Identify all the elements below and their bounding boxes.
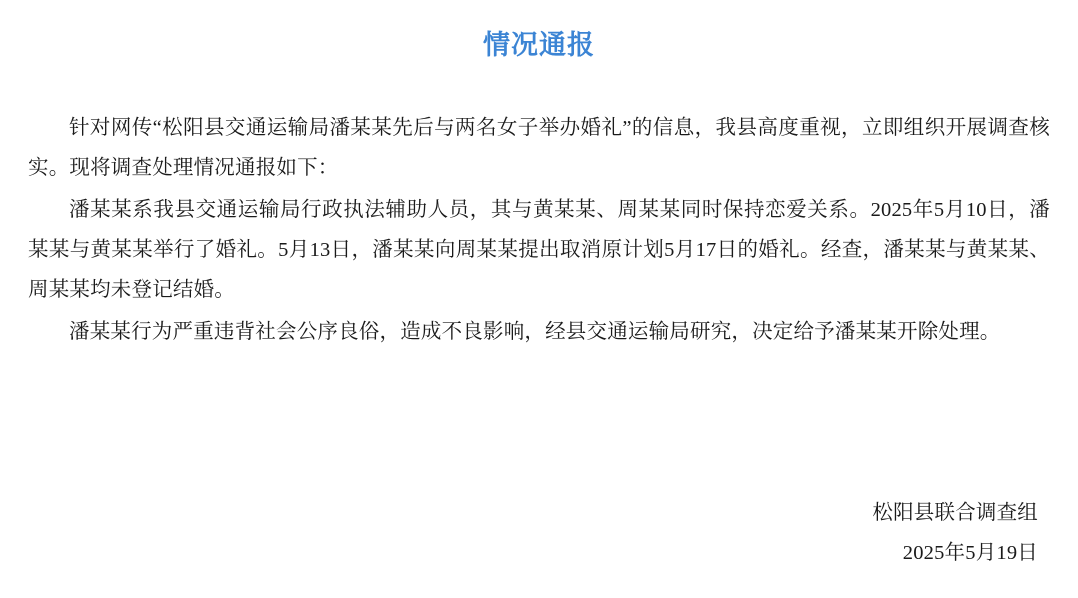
signature-issuer: 松阳县联合调查组 [872, 502, 1038, 525]
paragraph: 潘某某系我县交通运输局行政执法辅助人员，其与黄某某、周某某同时保持恋爱关系。2025年5月10日，潘某某与黄某某举行了婚礼。5月13日，潘某某向周某某提出取消原计划5月17日的婚礼。经查，潘某某与黄某某、周某某均未登记结婚。 [28, 199, 1050, 301]
signature-date: 2025年5月19日 [902, 542, 1038, 565]
paragraph: 潘某某行为严重违背社会公序良俗，造成不良影响，经县交通运输局研究，决定给予潘某某开除处理。 [69, 320, 1001, 343]
signature-block [872, 494, 1038, 574]
paragraph: 针对网传“松阳县交通运输局潘某某先后与两名女子举办婚礼”的信息，我县高度重视，立即组织开展调查核实。现将调查处理情况通报如下： [28, 117, 1050, 180]
page-title: 情况通报 [483, 30, 595, 60]
document-body [28, 109, 1050, 353]
